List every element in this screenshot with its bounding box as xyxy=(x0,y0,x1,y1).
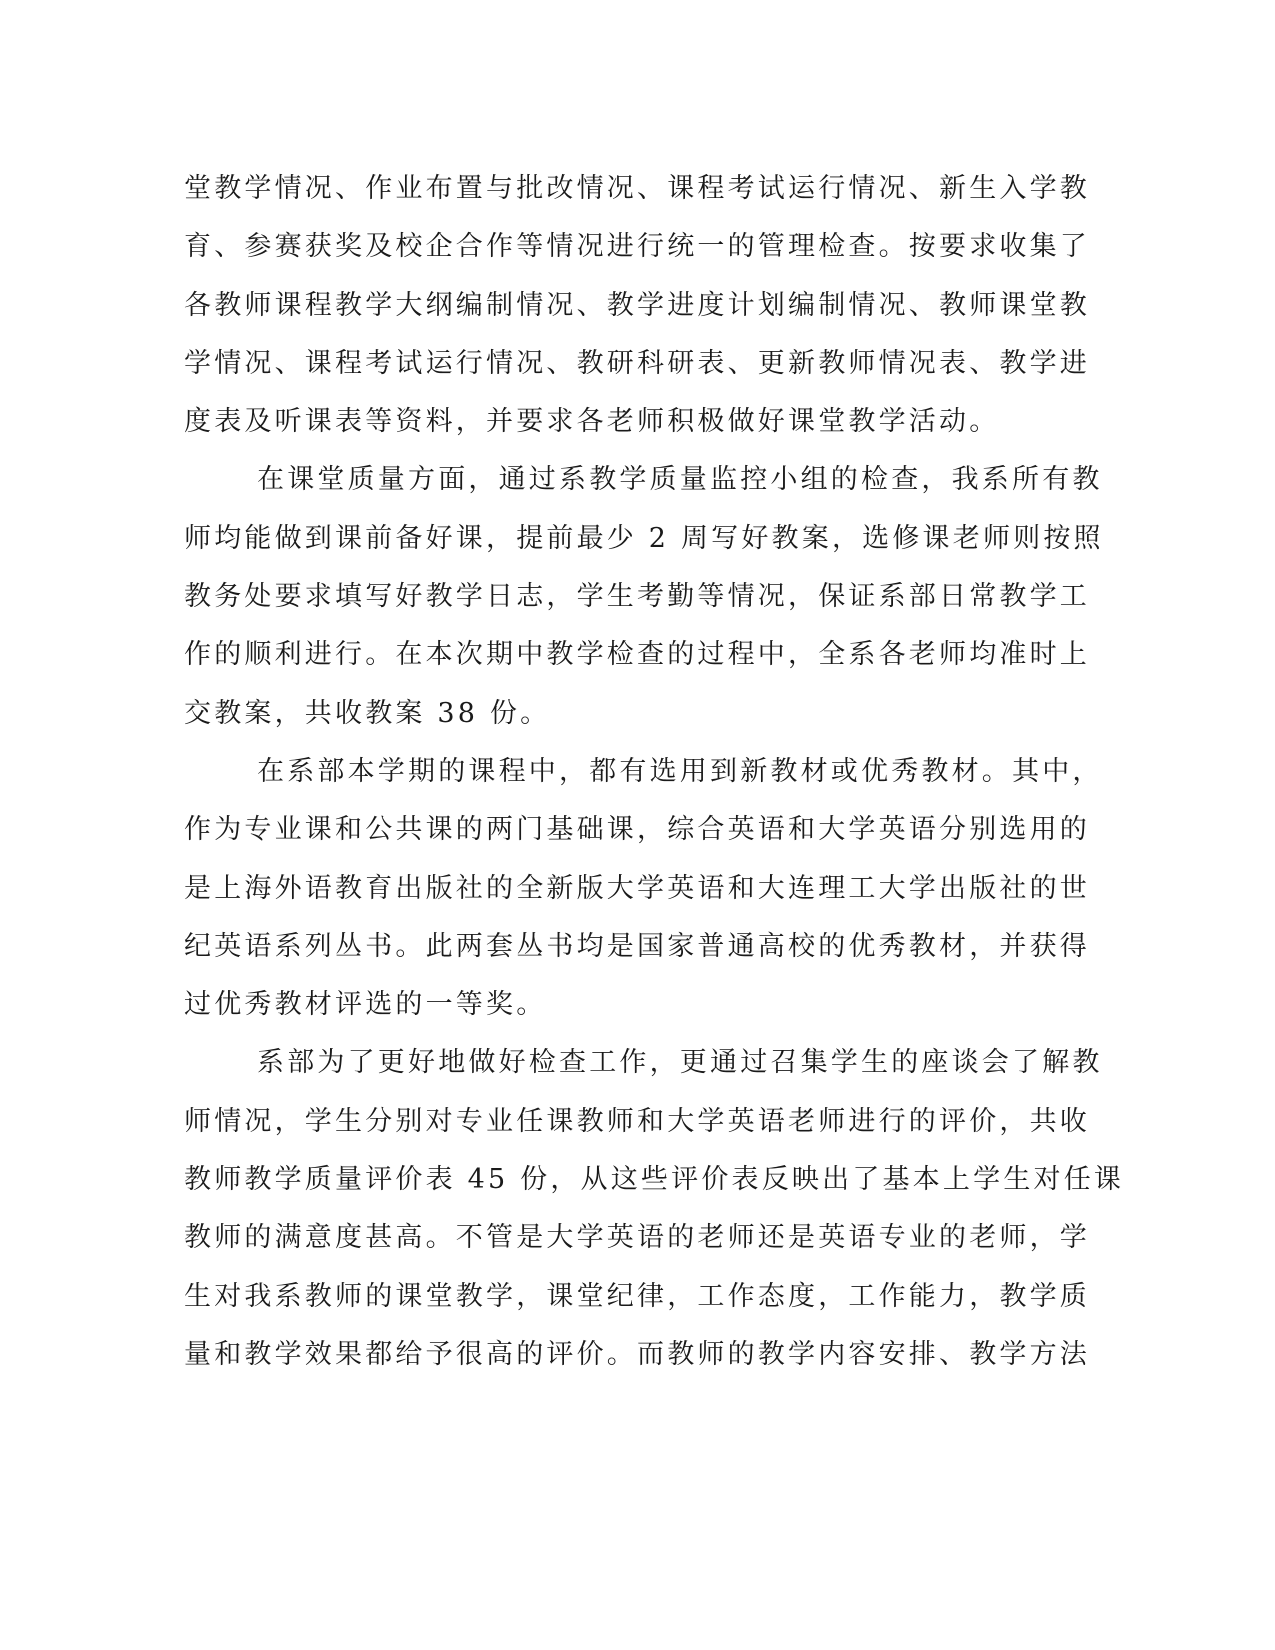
body-text xyxy=(184,160,1125,1384)
text-line: 量和教学效果都给予很高的评价。而教师的教学内容安排、教学方法 xyxy=(184,1338,1090,1370)
text-line: 堂教学情况、作业布置与批改情况、课程考试运行情况、新生入学教 xyxy=(184,173,1090,204)
text-line: 纪英语系列丛书。此两套丛书均是国家普通高校的优秀教材，并获得 xyxy=(184,930,1090,962)
text-line: 师均能做到课前备好课，提前最少 2 周写好教案，选修课老师则按照 xyxy=(184,522,1104,554)
text-line: 是上海外语教育出版社的全新版大学英语和大连理工大学出版社的世 xyxy=(184,872,1090,904)
paragraph-start-line: 在课堂质量方面，通过系教学质量监控小组的检查，我系所有教 xyxy=(257,464,1103,496)
text-line: 教师教学质量评价表 45 份，从这些评价表反映出了基本上学生对任课 xyxy=(184,1164,1125,1196)
text-line: 学情况、课程考试运行情况、教研科研表、更新教师情况表、教学进 xyxy=(184,347,1090,379)
text-line: 教师的满意度甚高。不管是大学英语的老师还是英语专业的老师，学 xyxy=(184,1222,1090,1254)
text-line: 教务处要求填写好教学日志，学生考勤等情况，保证系部日常教学工 xyxy=(184,581,1090,613)
text-line: 师情况，学生分别对专业任课教师和大学英语老师进行的评价，共收 xyxy=(184,1105,1090,1137)
text-line: 过优秀教材评选的一等奖。 xyxy=(184,989,547,1021)
text-line: 作的顺利进行。在本次期中教学检查的过程中，全系各老师均准时上 xyxy=(184,639,1090,671)
paragraph-start-line: 系部为了更好地做好检查工作，更通过召集学生的座谈会了解教 xyxy=(257,1047,1103,1079)
text-line: 各教师课程教学大纲编制情况、教学进度计划编制情况、教师课堂教 xyxy=(184,289,1090,321)
text-line: 育、参赛获奖及校企合作等情况进行统一的管理检查。按要求收集了 xyxy=(184,231,1090,263)
text-line: 交教案，共收教案 38 份。 xyxy=(184,697,551,729)
paragraph-start-line: 在系部本学期的课程中，都有选用到新教材或优秀教材。其中， xyxy=(257,755,1103,787)
text-line: 生对我系教师的课堂教学，课堂纪律，工作态度，工作能力，教学质 xyxy=(184,1280,1090,1312)
text-line: 度表及听课表等资料，并要求各老师积极做好课堂教学活动。 xyxy=(184,406,1000,438)
text-line: 作为专业课和公共课的两门基础课，综合英语和大学英语分别选用的 xyxy=(184,814,1090,846)
